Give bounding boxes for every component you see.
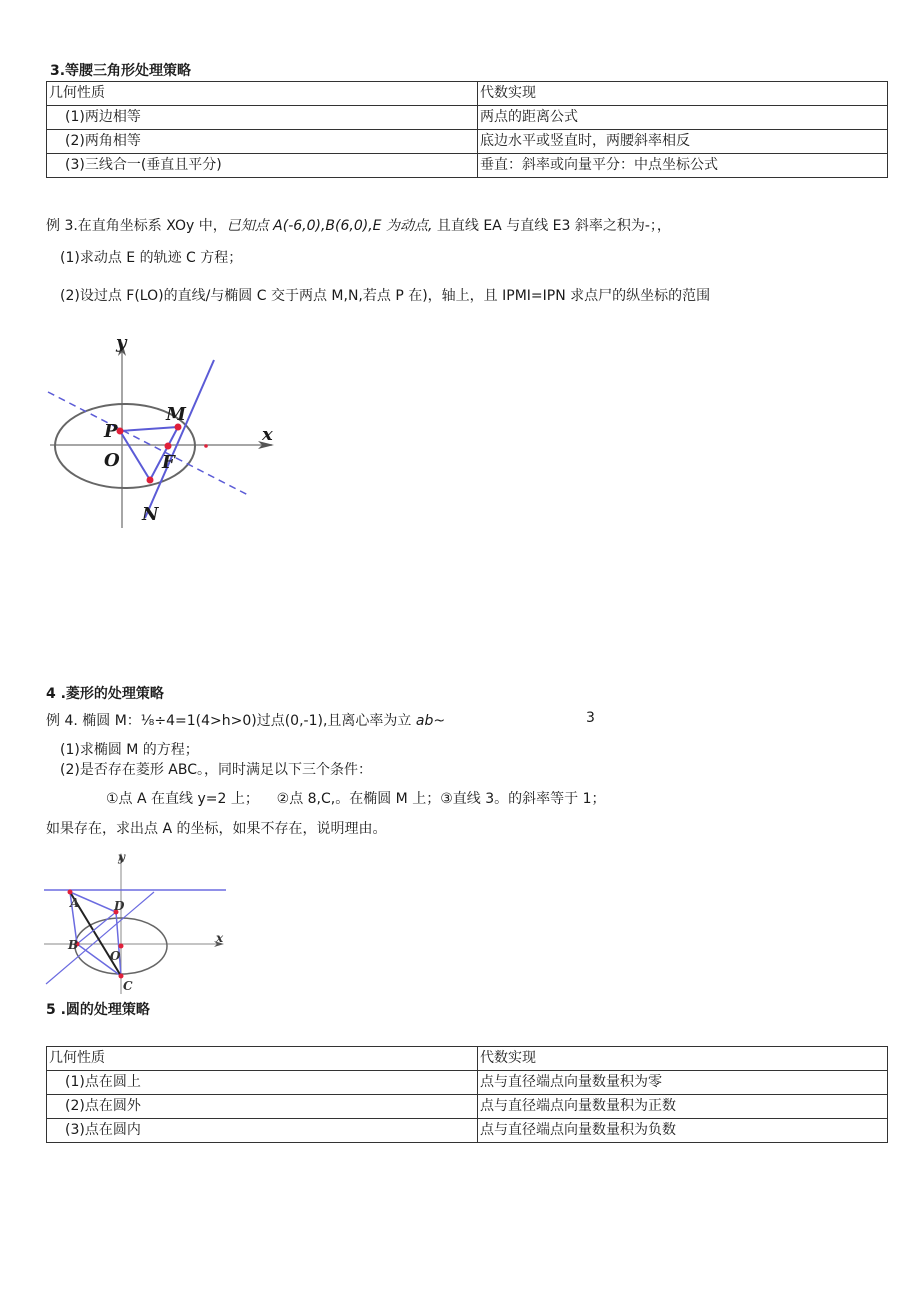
table-row [47,106,888,130]
table-row [47,1071,888,1095]
example3-text-c: 且直线 EA 与直线 E3 斜率之积为-；， [432,218,671,234]
example4-number: 3 [586,710,595,726]
cell-left: (3)点在圆内 [47,1119,478,1143]
header-right: 代数实现 [478,1047,888,1071]
cell-right: 底边水平或竖直时，两腰斜率相反 [478,130,888,154]
label-o: O [104,450,120,471]
example4-question-1: (1)求椭圆 M 的方程； [60,742,199,758]
example3-question-1: (1)求动点 E 的轨迹 C 方程； [60,250,243,266]
example4-conditions: ①点 A 在直线 y=2 上； ②点 8,C,。在椭圆 M 上；③直线 3。的斜率等于 1； [106,791,606,807]
table-row [47,130,888,154]
label-d: D [114,899,125,913]
example3-text-b: 已知点 A(-6,0),B(6,0),E 为动点, [226,218,433,234]
cell-right: 垂直：斜率或向量平分：中点坐标公式 [478,154,888,178]
label-p: P [104,421,118,442]
example4-statement [46,710,445,730]
section5-table [46,1046,888,1143]
label-y: y [118,850,125,864]
table-header-row [47,82,888,106]
cell-left: (2)点在圆外 [47,1095,478,1119]
cell-right: 点与直径端点向量数量积为正数 [478,1095,888,1119]
label-o: O [110,949,121,963]
point-focus-dot [204,444,208,448]
table-header-row [47,1047,888,1071]
example4-question-2: (2)是否存在菱形 ABC。，同时满足以下三个条件： [60,762,372,778]
label-x: x [216,931,224,945]
example4-text-italic: ab~ [415,713,446,729]
label-n: N [142,504,159,525]
example4-question-3: 如果存在，求出点 A 的坐标，如果不存在，说明理由。 [46,821,387,837]
table-row [47,1095,888,1119]
section3-title: 3.等腰三角形处理策略 [50,63,192,79]
point-a [68,890,73,895]
cell-right: 点与直径端点向量数量积为零 [478,1071,888,1095]
cell-left: (1)两边相等 [47,106,478,130]
cell-right: 点与直径端点向量数量积为负数 [478,1119,888,1143]
point-c [119,974,124,979]
ellipse-figure-1 [40,330,290,530]
label-a: A [70,896,80,910]
header-left: 几何性质 [47,1047,478,1071]
label-b: B [68,938,79,952]
point-o [119,944,124,949]
cell-left: (2)两角相等 [47,130,478,154]
cell-left: (3)三线合一(垂直且平分) [47,154,478,178]
cell-right: 两点的距离公式 [478,106,888,130]
table-row [47,1119,888,1143]
header-right: 代数实现 [478,82,888,106]
label-c: C [123,979,133,993]
table-row [47,154,888,178]
example3-question-2: (2)设过点 F(LO)的直线/与椭圆 C 交于两点 M,N,若点 P 在)，轴上，且 IPMI=IPN 求点尸的纵坐标的范围 [60,288,711,304]
point-f [165,443,172,450]
point-p [117,428,124,435]
cell-left: (1)点在圆上 [47,1071,478,1095]
section5-title: 5 .圆的处理策略 [46,1002,150,1018]
example3-statement [46,215,671,235]
header-left: 几何性质 [47,82,478,106]
diagonal-bd [77,912,116,944]
point-n [147,477,154,484]
section3-table [46,81,888,178]
label-f: F [162,452,175,473]
ellipse-figure-2 [44,848,230,996]
label-y: y [116,332,127,353]
section4-title: 4 .菱形的处理策略 [46,686,164,702]
line-l [145,360,214,518]
label-x: x [262,424,273,445]
label-m: M [166,404,186,425]
example4-text: 例 4. 椭圆 M：⅛÷4=1(4>h>0)过点(0,-1),且离心率为立 [46,713,416,729]
example3-text-a: 例 3.在直角坐标系 XOy 中， [46,218,227,234]
